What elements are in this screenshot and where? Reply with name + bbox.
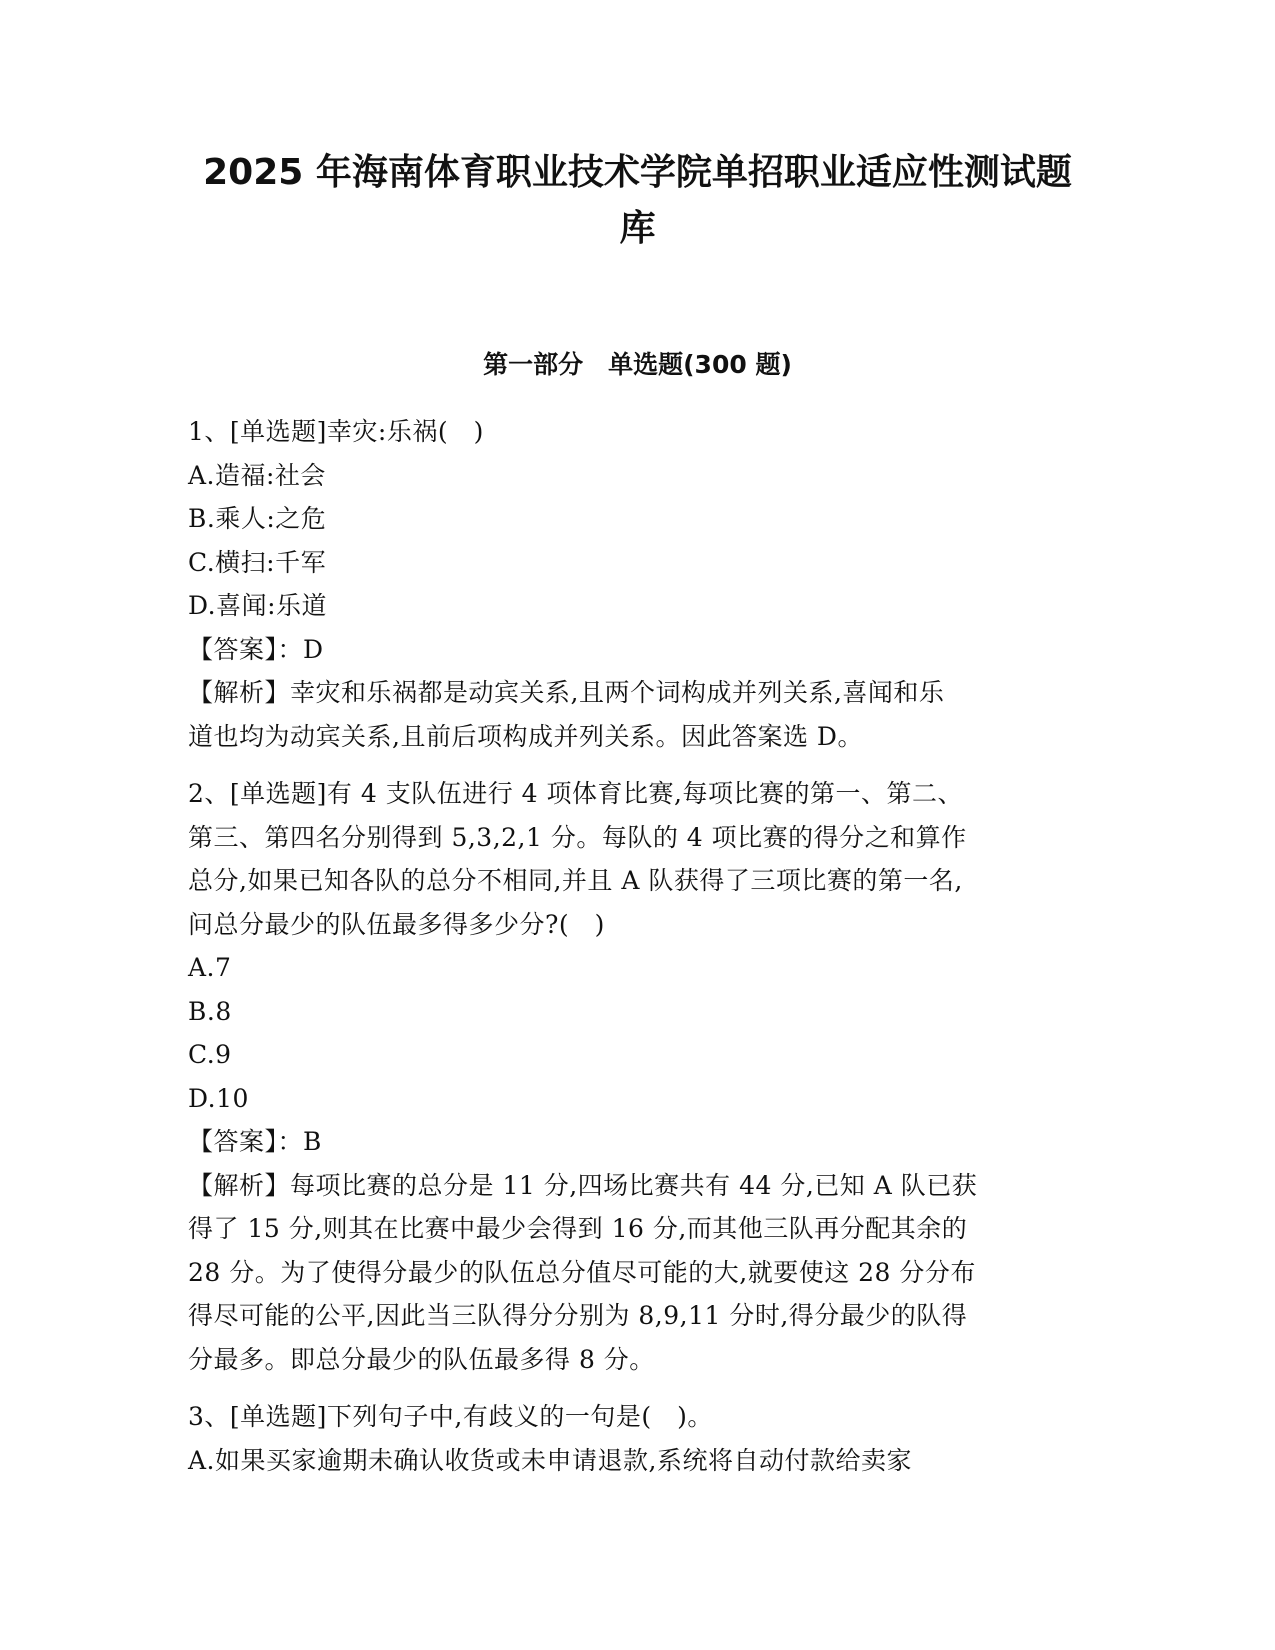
option-a: A.如果买家逾期未确认收货或未申请退款,系统将自动付款给卖家 bbox=[188, 1445, 912, 1475]
option-a: A.7 bbox=[188, 953, 232, 982]
document-title-line-1: 2025 年海南体育职业技术学院单招职业适应性测试题 bbox=[203, 152, 1072, 193]
question-1 bbox=[188, 410, 1088, 758]
option-c: C.横扫:千军 bbox=[188, 547, 327, 577]
document-title bbox=[150, 145, 1125, 257]
option-d: D.10 bbox=[188, 1083, 249, 1113]
question-list bbox=[188, 410, 1088, 1482]
option-b: B.8 bbox=[188, 996, 232, 1026]
question-stem: 问总分最少的队伍最多得多少分?( ) bbox=[188, 909, 605, 939]
option-a: A.造福:社会 bbox=[188, 460, 326, 490]
analysis-line: 得了 15 分,则其在比赛中最少会得到 16 分,而其他三队再分配其余的 bbox=[188, 1214, 968, 1243]
question-stem: 2、[单选题]有 4 支队伍进行 4 项体育比赛,每项比赛的第一、第二、 bbox=[188, 779, 963, 808]
question-stem: 3、[单选题]下列句子中,有歧义的一句是( )。 bbox=[188, 1402, 713, 1431]
analysis-line: 分最多。即总分最少的队伍最多得 8 分。 bbox=[188, 1344, 655, 1374]
analysis-line: 得尽可能的公平,因此当三队得分分别为 8,9,11 分时,得分最少的队得 bbox=[188, 1301, 968, 1330]
question-spacer bbox=[188, 758, 1088, 772]
question-2 bbox=[188, 772, 1088, 1381]
question-stem: 总分,如果已知各队的总分不相同,并且 A 队获得了三项比赛的第一名, bbox=[188, 866, 963, 895]
question-stem: 第三、第四名分别得到 5,3,2,1 分。每队的 4 项比赛的得分之和算作 bbox=[188, 822, 967, 852]
question-spacer bbox=[188, 1381, 1088, 1395]
analysis-line: 道也均为动宾关系,且前后项构成并列关系。因此答案选 D。 bbox=[188, 721, 863, 751]
question-stem: 1、[单选题]幸灾:乐祸( ) bbox=[188, 417, 484, 446]
option-b: B.乘人:之危 bbox=[188, 504, 327, 533]
answer-line: 【答案】：B bbox=[188, 1127, 322, 1156]
section-title: 第一部分 单选题(300 题) bbox=[483, 350, 792, 379]
option-c: C.9 bbox=[188, 1040, 232, 1069]
option-d: D.喜闻:乐道 bbox=[188, 591, 328, 620]
question-3 bbox=[188, 1395, 1088, 1482]
analysis-line: 28 分。为了使得分最少的队伍总分值尽可能的大,就要使这 28 分分布 bbox=[188, 1257, 976, 1287]
analysis-line: 【解析】幸灾和乐祸都是动宾关系,且两个词构成并列关系,喜闻和乐 bbox=[188, 678, 945, 707]
answer-line: 【答案】：D bbox=[188, 634, 324, 664]
analysis-line: 【解析】每项比赛的总分是 11 分,四场比赛共有 44 分,已知 A 队已获 bbox=[188, 1170, 978, 1200]
document-title-line-2: 库 bbox=[619, 208, 656, 249]
